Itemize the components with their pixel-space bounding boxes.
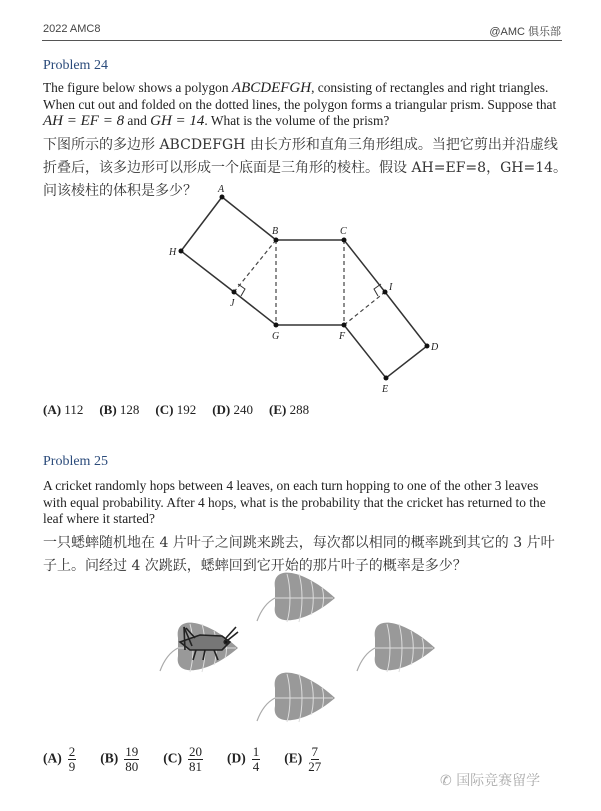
choice-e[interactable]	[284, 745, 321, 774]
fraction	[68, 745, 77, 774]
numerator: 19	[125, 744, 139, 759]
label-a: A	[218, 184, 225, 195]
label-f: F	[339, 331, 346, 342]
choice-letter: (E)	[284, 750, 303, 766]
choice-b[interactable]	[99, 402, 139, 418]
wechat-icon: ✆	[440, 773, 457, 789]
leaf-bottom	[257, 673, 335, 722]
leaf-top	[257, 573, 335, 622]
choice-value: 192	[176, 402, 197, 417]
choice-letter: (B)	[100, 750, 119, 766]
right-angle-marks	[238, 284, 381, 296]
math: AH = EF = 8	[43, 113, 125, 129]
leaves-figure	[0, 570, 601, 740]
choice-a[interactable]	[43, 402, 83, 418]
label-b: B	[272, 226, 279, 237]
choice-value: 112	[64, 402, 84, 417]
choice-letter: (C)	[163, 750, 182, 766]
choice-letter: (D)	[227, 750, 246, 766]
fraction	[188, 745, 203, 774]
text: . What is the volume of the prism?	[204, 113, 390, 128]
choice-value: 288	[289, 402, 310, 417]
problem-25-text-zh: 一只蟋蟀随机地在 4 片叶子之间跳来跳去，每次都以相同的概率跳到其它的 3 片叶子上。问经过 4 次跳跃，蟋蟀回到它开始的那片叶子的概率是多少？	[43, 535, 555, 574]
choice-c[interactable]	[163, 745, 203, 774]
choice-letter: (A)	[43, 750, 62, 766]
problem-24-choices	[43, 402, 309, 418]
watermark	[440, 770, 540, 790]
choice-value: 240	[233, 402, 254, 417]
numerator: 2	[68, 744, 76, 759]
fraction	[124, 745, 139, 774]
choice-d[interactable]	[212, 402, 253, 418]
choice-letter: (E)	[269, 402, 287, 417]
numerator: 7	[311, 744, 318, 759]
problem-25-text-en: A cricket randomly hops between 4 leaves, on each turn hopping to one of the other 3 leaves with equal probability. After 4 hops, what is the probability that the cricket has returned to the leaf where it started?	[43, 478, 546, 526]
label-i: I	[389, 282, 393, 293]
text: and	[124, 113, 151, 128]
text: The figure below shows a polygon	[43, 80, 232, 95]
header-left: 2022 AMC8	[43, 23, 101, 35]
choice-d[interactable]	[227, 745, 260, 774]
choice-letter: (B)	[99, 402, 117, 417]
label-h: H	[169, 247, 177, 258]
math: ABCDEFGH	[231, 80, 312, 96]
label-d: D	[431, 342, 439, 353]
numerator: 20	[189, 744, 202, 759]
choice-letter: (C)	[155, 402, 174, 417]
choice-value: 128	[119, 402, 140, 417]
math: GH = 14	[150, 113, 205, 129]
numerator: 1	[252, 744, 260, 759]
label-g: G	[272, 331, 280, 342]
choice-letter: (D)	[212, 402, 231, 417]
header-right: @AMC 俱乐部	[489, 26, 561, 38]
fraction	[252, 745, 261, 774]
denominator: 4	[252, 759, 260, 774]
choice-b[interactable]	[100, 745, 139, 774]
choice-e[interactable]	[269, 402, 309, 418]
denominator: 9	[68, 759, 76, 774]
problem-25-title: Problem 25	[43, 454, 108, 469]
problem-25-choices	[43, 745, 321, 774]
text: , consisting of rectangles and right triangles. When cut out and folded on the dotted lines, the polygon forms a triangular prism. Suppose that	[43, 80, 557, 112]
choice-letter: (A)	[43, 402, 62, 417]
label-c: C	[340, 226, 347, 237]
denominator: 27	[308, 759, 322, 774]
choice-c[interactable]	[155, 402, 196, 418]
label-e: E	[382, 384, 389, 395]
problem-24-title: Problem 24	[43, 58, 108, 73]
denominator: 81	[189, 759, 202, 774]
fold-lines	[234, 240, 385, 325]
denominator: 80	[125, 759, 139, 774]
choice-a[interactable]	[43, 745, 76, 774]
leaf-right	[357, 623, 435, 672]
fraction	[308, 745, 321, 774]
watermark-text: 国际竞赛留学	[456, 773, 541, 789]
label-j: J	[230, 298, 235, 309]
problem-24-text-zh: 下图所示的多边形 ABCDEFGH 由长方形和直角三角形组成。当把它剪出并沿虚线折叠后，该多边形可以形成一个底面是三角形的棱柱。假设 AH=EF=8，GH=14。问该棱柱的体积是多少？	[43, 137, 568, 199]
